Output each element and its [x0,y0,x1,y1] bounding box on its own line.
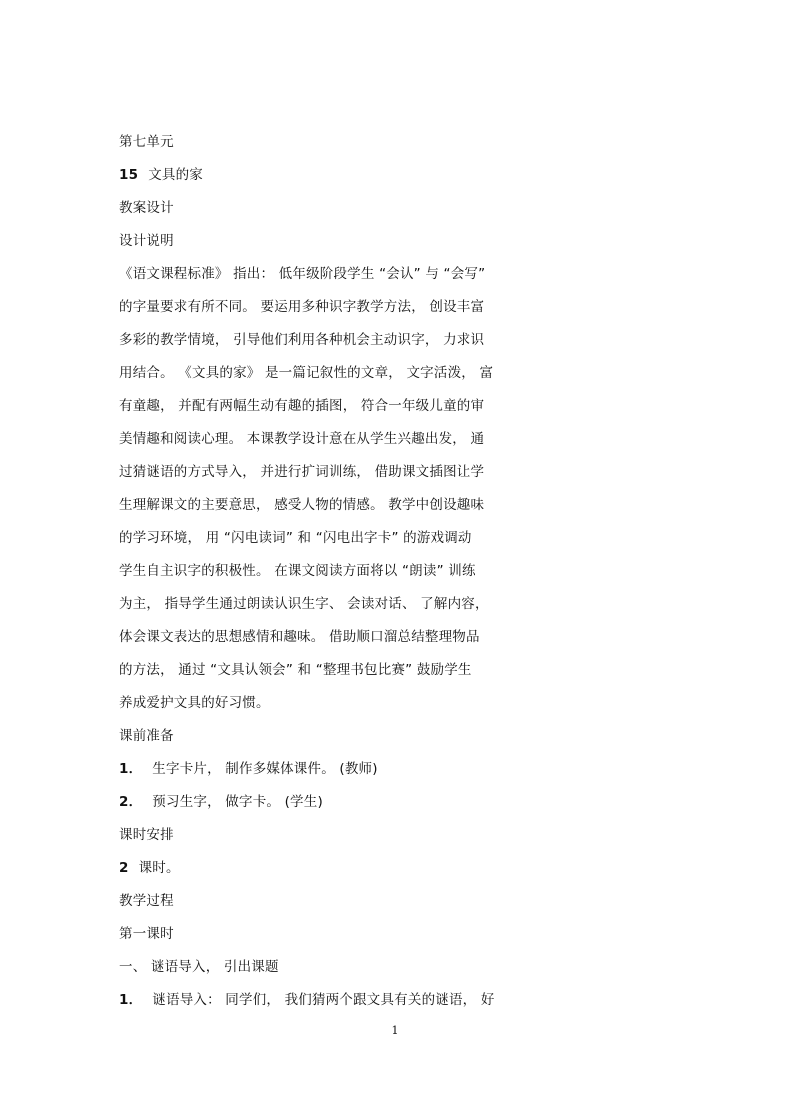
paragraph-line: 的字量要求有所不同。 要运用多种识字教学方法， 创设丰富 [119,299,485,315]
paragraph-line: 用结合。 《文具的家》 是一篇记叙性的文章， 文字活泼， 富 [119,365,494,381]
paragraph-line: 多彩的教学情境， 引导他们利用各种机会主动识字， 力求识 [119,332,485,348]
notes-paragraph [119,258,539,720]
schedule-line [119,852,539,885]
paragraph-line: 的学习环境， 用 “闪电读词” 和 “闪电出字卡” 的游戏调动 [119,530,472,546]
paragraph-line: 学生自主识字的积极性。 在课文阅读方面将以 “朗读” 训练 [119,563,476,579]
first-lesson-heading: 第一课时 [119,926,174,942]
paragraph-line: 为主， 指导学生通过朗读认识生字、 会读对话、 了解内容， [119,596,489,612]
paragraph-line: 的方法， 通过 “文具认领会” 和 “整理书包比赛” 鼓励学生 [119,662,472,678]
prep-item-number: 2． [119,794,143,810]
unit-heading: 第七单元 [119,134,174,150]
document-body [119,126,539,1017]
section-prep-heading: 课前准备 [119,728,174,744]
paragraph-line: 美情趣和阅读心理。 本课教学设计意在从学生兴趣出发， 通 [119,431,485,447]
prep-item-number: 1． [119,761,143,777]
section-process-heading: 教学过程 [119,893,174,909]
section-notes-heading: 设计说明 [119,233,174,249]
paragraph-line: 《语文课程标准》 指出： 低年级阶段学生 “会认” 与 “会写” [119,266,486,282]
lesson-title: 文具的家 [148,167,203,183]
paragraph-line: 养成爱护文具的好习惯。 [119,695,270,711]
lesson-number: 15 [119,167,139,183]
step-item-number: 1． [119,992,143,1008]
prep-item [119,753,539,786]
paragraph-line: 过猜谜语的方式导入， 并进行扩词训练， 借助课文插图让学 [119,464,485,480]
paragraph-line: 有童趣， 并配有两幅生动有趣的插图， 符合一年级儿童的审 [119,398,485,414]
schedule-number: 2 [119,860,129,876]
page-number: 1 [391,1024,399,1037]
step-one-item [119,984,539,1017]
paragraph-line: 生理解课文的主要意思， 感受人物的情感。 教学中创设趣味 [119,497,485,513]
step-item-text: 谜语导入： 同学们， 我们猜两个跟文具有关的谜语， 好 [152,992,495,1008]
section-design-heading: 教案设计 [119,200,174,216]
prep-item [119,786,539,819]
prep-item-text: 生字卡片， 制作多媒体课件。 (教师) [152,761,378,777]
paragraph-line: 体会课文表达的思想感情和趣味。 借助顺口溜总结整理物品 [119,629,480,645]
step-one-heading: 一、 谜语导入， 引出课题 [119,959,279,975]
prep-item-text: 预习生字， 做字卡。 (学生) [152,794,323,810]
lesson-heading [119,159,539,192]
schedule-text: 课时。 [138,860,180,876]
section-schedule-heading: 课时安排 [119,827,174,843]
